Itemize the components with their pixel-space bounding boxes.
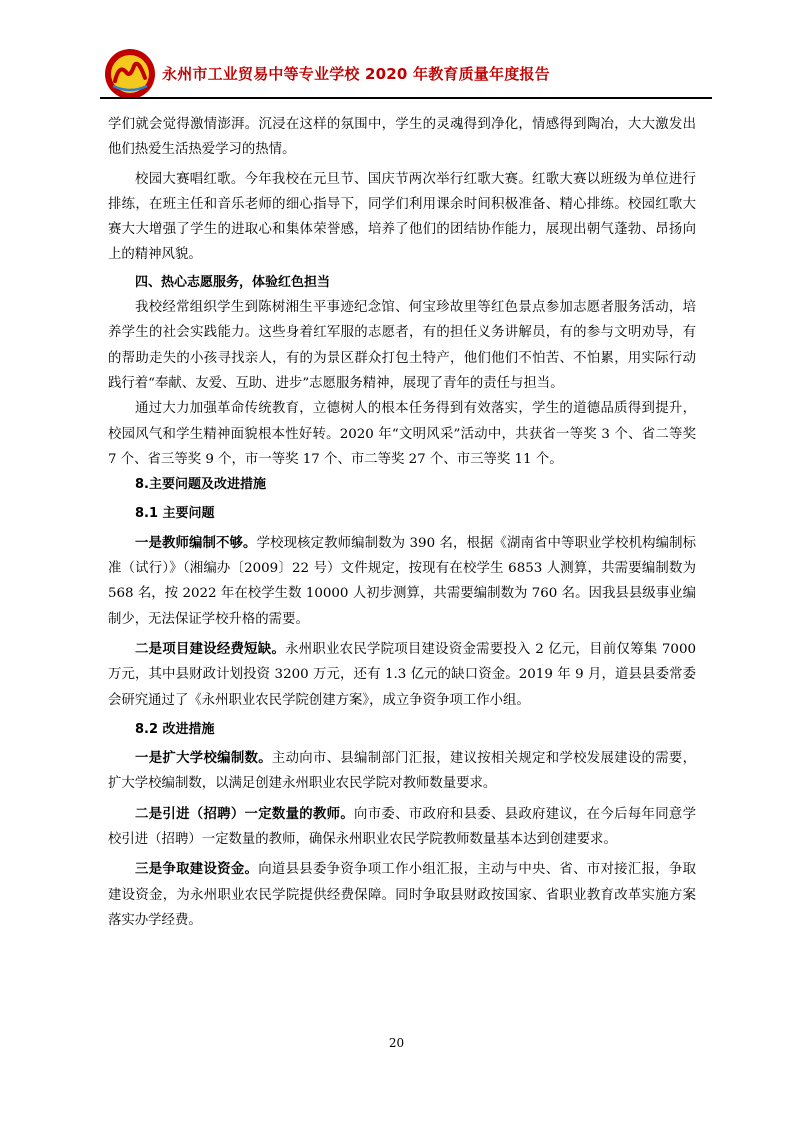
paragraph-lead: 二是引进（招聘）一定数量的教师。 xyxy=(135,806,355,822)
paragraph-lead: 一是扩大学校编制数。 xyxy=(135,751,272,767)
paragraph-teacher-staffing: 一是教师编制不够。学校现核定教师编制数为 390 名，根据《湖南省中等职业学校机构编制标准（试行）》（湘编办〔2009〕22 号）文件规定，按现有在校学生 6853 人测算，共需要编制数为 568 名，按 2022 年在校学生数 10000 人初步测算，共需要编制数为 760 名。因我县县级事业编制少，无法保证学校升格的需要。 xyxy=(108,535,696,627)
section-heading-problems: 8.主要问题及改进措施 xyxy=(135,477,266,493)
paragraph-lead: 一是教师编制不够。 xyxy=(135,535,257,551)
subsection-heading-main-problems: 8.1 主要问题 xyxy=(135,506,215,522)
paragraph-education-results: 通过大力加强革命传统教育，立德树人的根本任务得到有效落实，学生的道德品质得到提升，校园风气和学生精神面貌根本性好转。2020 年“文明风采”活动中，共获省一等奖 3 个、省二等奖 7 个、省三等奖 9 个，市一等奖 17 个、市二等奖 27 个、市三等奖 11 个。 xyxy=(108,401,696,467)
header-title: 永州市工业贸易中等专业学校 2020 年教育质量年度报告 xyxy=(162,65,550,83)
paragraph-volunteer-service: 我校经常组织学生到陈树湘生平事迹纪念馆、何宝珍故里等红色景点参加志愿者服务活动，培养学生的社会实践能力。这些身着红军服的志愿者，有的担任义务讲解员，有的参与文明劝导，有的帮助走失的小孩寻找亲人，有的为景区群众打包土特产，他们他们不怕苦、不怕累，用实际行动践行着“奉献、友爱、互助、进步”志愿服务精神，展现了青年的责任与担当。 xyxy=(108,300,696,391)
page-body xyxy=(108,112,696,933)
page-number: 20 xyxy=(388,1036,405,1050)
paragraph-continuation: 学们就会觉得激情澎湃。沉浸在这样的氛围中，学生的灵魂得到净化，情感得到陶冶，大大激发出他们热爱生活热爱学习的热情。 xyxy=(108,117,696,158)
page-header xyxy=(100,40,712,102)
paragraph-funding-shortage: 二是项目建设经费短缺。永州职业农民学院项目建设资金需要投入 2 亿元，目前仅筹集 7000 万元，其中县财政计划投资 3200 万元，还有 1.3 亿元的缺口资金。2019 年 9 月，道县县委常委会研究通过了《永州职业农民学院创建方案》，成立争资争项工作小组。 xyxy=(108,641,696,708)
paragraph-lead: 二是项目建设经费短缺。 xyxy=(135,641,286,657)
paragraph-red-song-contest: 校园大赛唱红歌。今年我校在元旦节、国庆节两次举行红歌大赛。红歌大赛以班级为单位进行排练，在班主任和音乐老师的细心指导下，同学们利用课余时间积极准备、精心排练。校园红歌大赛大大增强了学生的进取心和集体荣誉感，培养了他们的团结协作能力，展现出朝气蓬勃、昂扬向上的精神风貌。 xyxy=(108,171,696,263)
paragraph-expand-staffing: 一是扩大学校编制数。主动向市、县编制部门汇报，建议按相关规定和学校发展建设的需要，扩大学校编制数，以满足创建永州职业农民学院对教师数量要求。 xyxy=(108,751,697,792)
section-heading-volunteer: 四、热心志愿服务，体验红色担当 xyxy=(135,274,331,290)
paragraph-recruit-teachers: 二是引进（招聘）一定数量的教师。向市委、市政府和县委、县政府建议，在今后每年同意学校引进（招聘）一定数量的教师，确保永州职业农民学院教师数量基本达到创建要求。 xyxy=(108,806,697,848)
paragraph-lead: 三是争取建设资金。 xyxy=(135,862,259,878)
paragraph-construction-funds: 三是争取建设资金。向道县县委争资争项工作小组汇报，主动与中央、省、市对接汇报，争取建设资金，为永州职业农民学院提供经费保障。同时争取县财政按国家、省职业教育改革实施方案落实办学经费。 xyxy=(108,862,697,928)
subsection-heading-improvements: 8.2 改进措施 xyxy=(135,721,215,737)
header-divider xyxy=(100,97,712,99)
school-emblem-icon xyxy=(104,48,156,100)
